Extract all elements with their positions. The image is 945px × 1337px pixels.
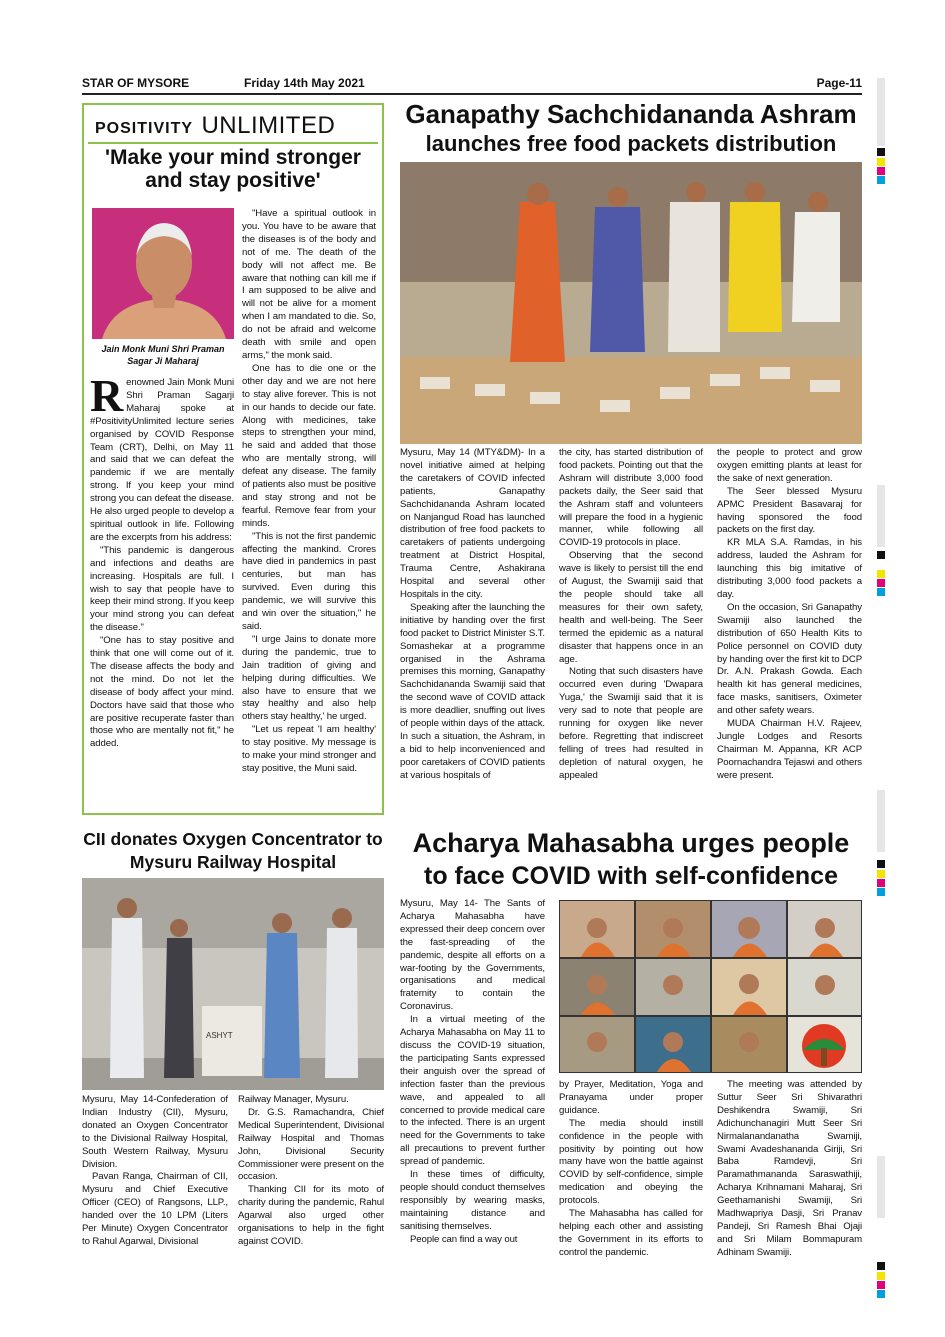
paragraph: The meeting was attended by Suttur Seer Sri Shivarathri Deshikendra Swamiji, Sri Adichunchanagiri Mutt Seer Sri Nirmalanandanatha Swamiji, Swami Avadeshananda Giriji, Sri Baba Ramdevji, Sri Paramathmananda Saraswathiji, Acharya Krihnamani Maharaj, Sri Geethamanishi Swamiji, Sri Madhwapriya Dasji, Sri Pranav Pandeji, Sri Ramesh Bhai Ojaji and Sri Milam Bommapuram Adhinam Swamiji. bbox=[717, 1079, 862, 1258]
cii-col-1 bbox=[82, 1094, 228, 1249]
registration-bar bbox=[877, 485, 885, 547]
paragraph: In these times of difficulty, people should conduct themselves responsibly by wearing masks, maintaining distance and sanitising themselves. bbox=[400, 1169, 545, 1232]
paragraph: by Prayer, Meditation, Yoga and Pranayama under proper guidance. bbox=[559, 1079, 703, 1116]
series-title-light: UNLIMITED bbox=[201, 112, 336, 139]
paragraph: "One has to stay positive and think that one will come out of it. The disease affects the body and not the mind. Do not let the disease of body affect your mind. Doctors have said that those who are positive recuperate faster than those who are mentally not fit," he added. bbox=[90, 635, 234, 750]
ashram-photo bbox=[400, 162, 862, 444]
paragraph: Thanking CII for its moto of charity during the pandemic, Rahul Agarwal also urged other organisations to help in the fight against COVID. bbox=[238, 1184, 384, 1247]
positivity-headline: 'Make your mind stronger and stay positive' bbox=[105, 146, 361, 192]
monk-portrait bbox=[92, 208, 234, 339]
ashram-col-2 bbox=[559, 447, 703, 783]
paragraph: MUDA Chairman H.V. Rajeev, Jungle Lodges and Resorts Chairman M. Appanna, KR ACP Poornachandra Tejaswi and others were present. bbox=[717, 718, 862, 781]
series-rule bbox=[88, 142, 378, 144]
issue-date: Friday 14th May 2021 bbox=[244, 76, 365, 90]
paragraph: On the occasion, Sri Ganapathy Swamiji also launched the distribution of 650 Health Kits to Police personnel on COVID duty by handing over the first kit to DCP Dr. A.N. Prakash Gowda. Each health kit has general medicines, face masks, sanitisers, Oximeter and other safety wears. bbox=[717, 601, 862, 717]
paragraph: Speaking after the launching the initiative by handing over the first food packet to District Minister S.T. Somashekar at a programme organised in the Ashrama premises this morning, Ganapathy Sachchidananda Swamiji said that the second wave of COVID attack is more deadlier, snuffing out lives of people within days of the attack. In such a situation, the Ashram, in a bid to help inconvenienced and poor caretakers of COVID patients at various hospitals of bbox=[400, 601, 545, 781]
acharya-col-2 bbox=[559, 1079, 703, 1260]
paper-name: STAR OF MYSORE bbox=[82, 76, 190, 90]
paragraph: "This pandemic is dangerous and infections and deaths are increasing. Hospitals are full. I wish to say that people have to keep their mind strong. If you keep your mind strong you can defeat the disease." bbox=[90, 544, 234, 634]
registration-bar bbox=[877, 1156, 885, 1218]
paragraph: The Mahasabha has called for helping each other and assisting the Government in its efforts to control the pandemic. bbox=[559, 1208, 703, 1258]
cii-headline: CII donates Oxygen Concentrator to Mysuru Railway Hospital bbox=[83, 829, 383, 872]
reg-mark-magenta bbox=[877, 1281, 885, 1289]
paragraph: The Seer blessed Mysuru APMC President Basavaraj for having sponsored the food packets on the first day. bbox=[717, 485, 862, 536]
reg-mark-magenta bbox=[877, 167, 885, 175]
reg-mark-cyan bbox=[877, 588, 885, 596]
reg-mark-yellow bbox=[877, 570, 885, 578]
ashram-col-3 bbox=[717, 447, 862, 783]
paragraph: the city, has started distribution of food packets. Pointing out that the Ashram will distribute 3,000 food packets daily, the Seer said that the Ashram staff and volunteers will prepare the food in a hygienic manner, while following all COVID-19 protocols in place. bbox=[559, 447, 703, 549]
acharya-headline-2: to face COVID with self-confidence bbox=[424, 862, 838, 890]
ashram-col-1 bbox=[400, 447, 545, 783]
paragraph: The media should instill confidence in the people with positivity by pointing out how many have won the battle against COVID by self-confidence, simple medication and obeying the protocols. bbox=[559, 1117, 703, 1207]
masthead-rule bbox=[82, 93, 862, 95]
reg-mark-yellow bbox=[877, 1272, 885, 1280]
reg-mark-cyan bbox=[877, 888, 885, 896]
paragraph: "Have a spiritual outlook in you. You have to be aware that the diseases is of the body and not of me. The death of the body will not affect me. Be aware that nothing can kill me if I am supposed to be alive and will not be alive for a moment when I am mandated to die. So, do not be afraid and welcome death with smile and open arms," the monk said. bbox=[242, 208, 376, 361]
paragraph: In a virtual meeting of the Acharya Mahasabha on May 11 to discuss the COVID-19 situation, the participating Sants expressed their anguish over the spread of infection faster than the previous wave, and appealed to all concerned to provide medical care to the infected. There is an urgent need for the Governments to take all precautions to prevent further spread of pandemic. bbox=[400, 1014, 545, 1168]
virtual-meeting-grid bbox=[559, 900, 862, 1073]
registration-bar bbox=[877, 78, 885, 146]
ashram-photo-drawing bbox=[400, 162, 862, 444]
acharya-headline-1: Acharya Mahasabha urges people bbox=[412, 828, 850, 858]
paragraph: "Let us repeat 'I am healthy' to stay positive. My message is to make your mind stronger and stay positive, the Muni said. bbox=[242, 724, 376, 774]
reg-mark-black bbox=[877, 148, 885, 156]
paragraph: Mysuru, May 14- The Sants of Acharya Mahasabha have expressed their deep concern over the fast-spreading of the pandemic, despite all efforts on a war-footing by the Governments, organisations and medical fraternity to contain the Coronavirus. bbox=[400, 898, 545, 1013]
paragraph: People can find a way out bbox=[410, 1233, 518, 1245]
page-number: Page-11 bbox=[816, 76, 862, 90]
ashram-headline-1: Ganapathy Sachchidananda Ashram bbox=[405, 99, 857, 129]
cii-photo-drawing bbox=[82, 878, 384, 1090]
paragraph: Railway Manager, Mysuru. bbox=[238, 1094, 349, 1105]
reg-mark-yellow bbox=[877, 158, 885, 166]
cii-col-2 bbox=[238, 1094, 384, 1249]
paragraph: Observing that the second wave is likely to persist till the end of August, the Swamiji said that the people should take all measures for their own safety, health and well-being. The Seer termed the epidemic as a natural disaster that happens once in an age. bbox=[559, 550, 703, 665]
ashram-headline-2: launches free food packets distribution bbox=[425, 131, 837, 156]
monk-portrait-drawing bbox=[92, 208, 234, 339]
reg-mark-magenta bbox=[877, 879, 885, 887]
positivity-col-2 bbox=[242, 208, 376, 776]
masthead bbox=[82, 76, 862, 92]
registration-bar bbox=[877, 790, 885, 852]
paragraph: Dr. G.S. Ramachandra, Chief Medical Superintendent, Divisional Railway Hospital and Thomas John, Divisional Security Commissioner were present on the occasion. bbox=[238, 1106, 384, 1183]
paragraph: the people to protect and grow oxygen emitting plants at least for the sake of next generation. bbox=[717, 447, 862, 484]
paragraph: "I urge Jains to donate more during the pandemic, true to Jain tradition of giving and helping during difficulties. We also have to ensure that we stay healthy and also help others stay healthy,' he urged. bbox=[242, 633, 376, 723]
paragraph: One has to die one or the other day and we are not here to stay alive forever. This is not in our hands to decide our fate. Along with medicines, take steps to strengthen your mind, he said and added that those who are mentally strong, will defeat any disease. The family of patients also must be positive and stay strong and not be fearful. Remove fear from your minds. bbox=[242, 362, 376, 529]
reg-mark-cyan bbox=[877, 176, 885, 184]
reg-mark-magenta bbox=[877, 579, 885, 587]
reg-mark-black bbox=[877, 860, 885, 868]
cii-photo bbox=[82, 878, 384, 1090]
series-title bbox=[95, 112, 377, 140]
concentrator-box-label: ASHYT bbox=[206, 1031, 233, 1040]
reg-mark-yellow bbox=[877, 870, 885, 878]
paragraph: enowned Jain Monk Muni Shri Praman Sagarji Maharaj spoke at #PositivityUnlimited lecture series organised by COVID Response Team (CRT), Delhi, on May 11 and said that we can defeat the pandemic if we are mentally strong. If you keep your mind strong you can defeat the disease. He also urged people to develop a spiritual outlook in life. Following are the excerpts from his address: bbox=[90, 377, 234, 543]
acharya-col-3 bbox=[717, 1079, 862, 1260]
reg-mark-cyan bbox=[877, 1290, 885, 1298]
paragraph: Mysuru, May 14-Confederation of Indian Industry (CII), Mysuru, donated an Oxygen Concentrator to the Divisional Railway Hospital, South Western Railway, Mysuru Division. bbox=[82, 1094, 228, 1170]
reg-mark-black bbox=[877, 1262, 885, 1270]
acharya-col-1 bbox=[400, 898, 545, 1246]
monk-caption: Jain Monk Muni Shri Praman Sagar Ji Maharaj bbox=[101, 344, 225, 366]
series-title-bold: POSITIVITY bbox=[95, 120, 194, 137]
paragraph: Pavan Ranga, Chairman of CII, Mysuru and Chief Executive Officer (CEO) of Rangsons, LLP., handed over the 10 LPM (Liters Per Minute) Oxygen Concentrator to Rahul Agarwal, Divisional bbox=[82, 1171, 228, 1247]
reg-mark-black bbox=[877, 551, 885, 559]
paragraph: Mysuru, May 14 (MTY&DM)- In a novel initiative aimed at helping the caretakers of COVID infected patients, Ganapathy Sachchidananda Ashram located on Nanjangud Road has launched distribution of free food packets to caretakers of patients undergoing treatment at District Hospital, Trauma Centre, Ashakirana Hospital and several other Hospitals in the city. bbox=[400, 447, 545, 600]
paragraph: "This is not the first pandemic affecting the mankind. Crores have died in pandemics in past centuries, but man has survived. Even during this pandemic, we will survive this and win over the situation," he said. bbox=[242, 530, 376, 632]
drop-cap: R bbox=[90, 370, 124, 421]
paragraph: KR MLA S.A. Ramdas, in his address, lauded the Ashram for launching this big imitative of distributing 3,000 food packets a day. bbox=[717, 537, 862, 600]
paragraph: Noting that such disasters have occurred even during 'Dwapara Yuga,' the Swamiji said that it is very sad to note that people are running for oxygen like never before. Regretting that indiscreet felling of trees had resulted in depletion of natural oxygen, he appealed bbox=[559, 666, 703, 781]
virtual-meeting-drawing bbox=[559, 900, 862, 1073]
positivity-col-1 bbox=[90, 370, 234, 751]
